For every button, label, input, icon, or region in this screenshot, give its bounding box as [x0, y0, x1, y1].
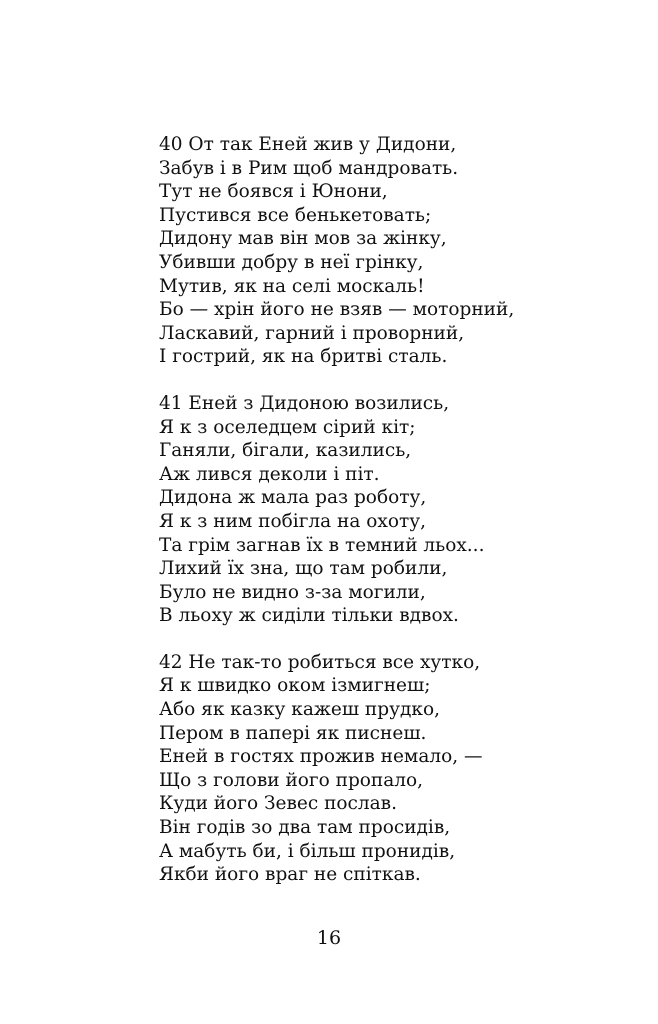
verse-line: Він годів зо два там просидів, [159, 817, 451, 839]
verse-line: Дидона ж мала раз роботу, [159, 487, 427, 509]
verse-line: Або як казку кажеш прудко, [159, 699, 440, 721]
verse-line: Дидону мав він мов за жінку, [159, 228, 447, 250]
verse-line: Пустився все бенькетовать; [159, 204, 432, 226]
verse-line: Бо — хрін його не взяв — моторний, [159, 299, 515, 321]
verse-line: Лихий їх зна, що там робили, [159, 558, 448, 580]
verse-line: Забув і в Рим щоб мандровать. [159, 157, 459, 179]
verse-line: Убивши добру в неї грінку, [159, 251, 424, 273]
verse-line: 42 Не так-то робиться все хутко, [159, 651, 481, 673]
verse-line: Еней в гостях прожив немало, — [159, 746, 483, 768]
verse-line: Що з голови його пропало, [159, 769, 424, 791]
stanza-40 [159, 133, 629, 369]
stanza-41 [159, 392, 629, 628]
verse-line: Мутив, як на селі москаль! [159, 275, 425, 297]
verse-line: І гострий, як на бритві сталь. [159, 346, 448, 368]
poem-text [159, 133, 629, 910]
verse-line: Я к з оселедцем сірий кіт; [159, 416, 416, 438]
verse-line: 40 От так Еней жив у Дидони, [159, 134, 457, 155]
verse-line: Куди його Зевес послав. [159, 793, 397, 815]
verse-line: В льоху ж сиділи тільки вдвох. [159, 605, 459, 627]
verse-line: Було не видно з-за могили, [159, 581, 426, 603]
verse-line: Ганяли, бігали, казились, [159, 440, 412, 462]
verse-line: Аж лився деколи і піт. [159, 463, 380, 485]
verse-line: 41 Еней з Дидоною возились, [159, 392, 450, 414]
stanza-42 [159, 651, 629, 887]
verse-line: А мабуть би, і більш пронидів, [159, 840, 456, 862]
verse-line: Я к з ним побігла на охоту, [159, 510, 426, 532]
verse-line: Я к швидко оком ізмигнеш; [159, 675, 431, 697]
page-number: 16 [316, 927, 342, 949]
verse-line: Тут не боявся і Юнони, [159, 181, 388, 203]
verse-line: Та грім загнав їх в темний льох... [159, 534, 485, 556]
verse-line: Ласкавий, гарний і проворний, [159, 322, 465, 344]
verse-line: Пером в папері як писнеш. [159, 722, 427, 744]
verse-line: Якби його враг не спіткав. [159, 864, 421, 886]
